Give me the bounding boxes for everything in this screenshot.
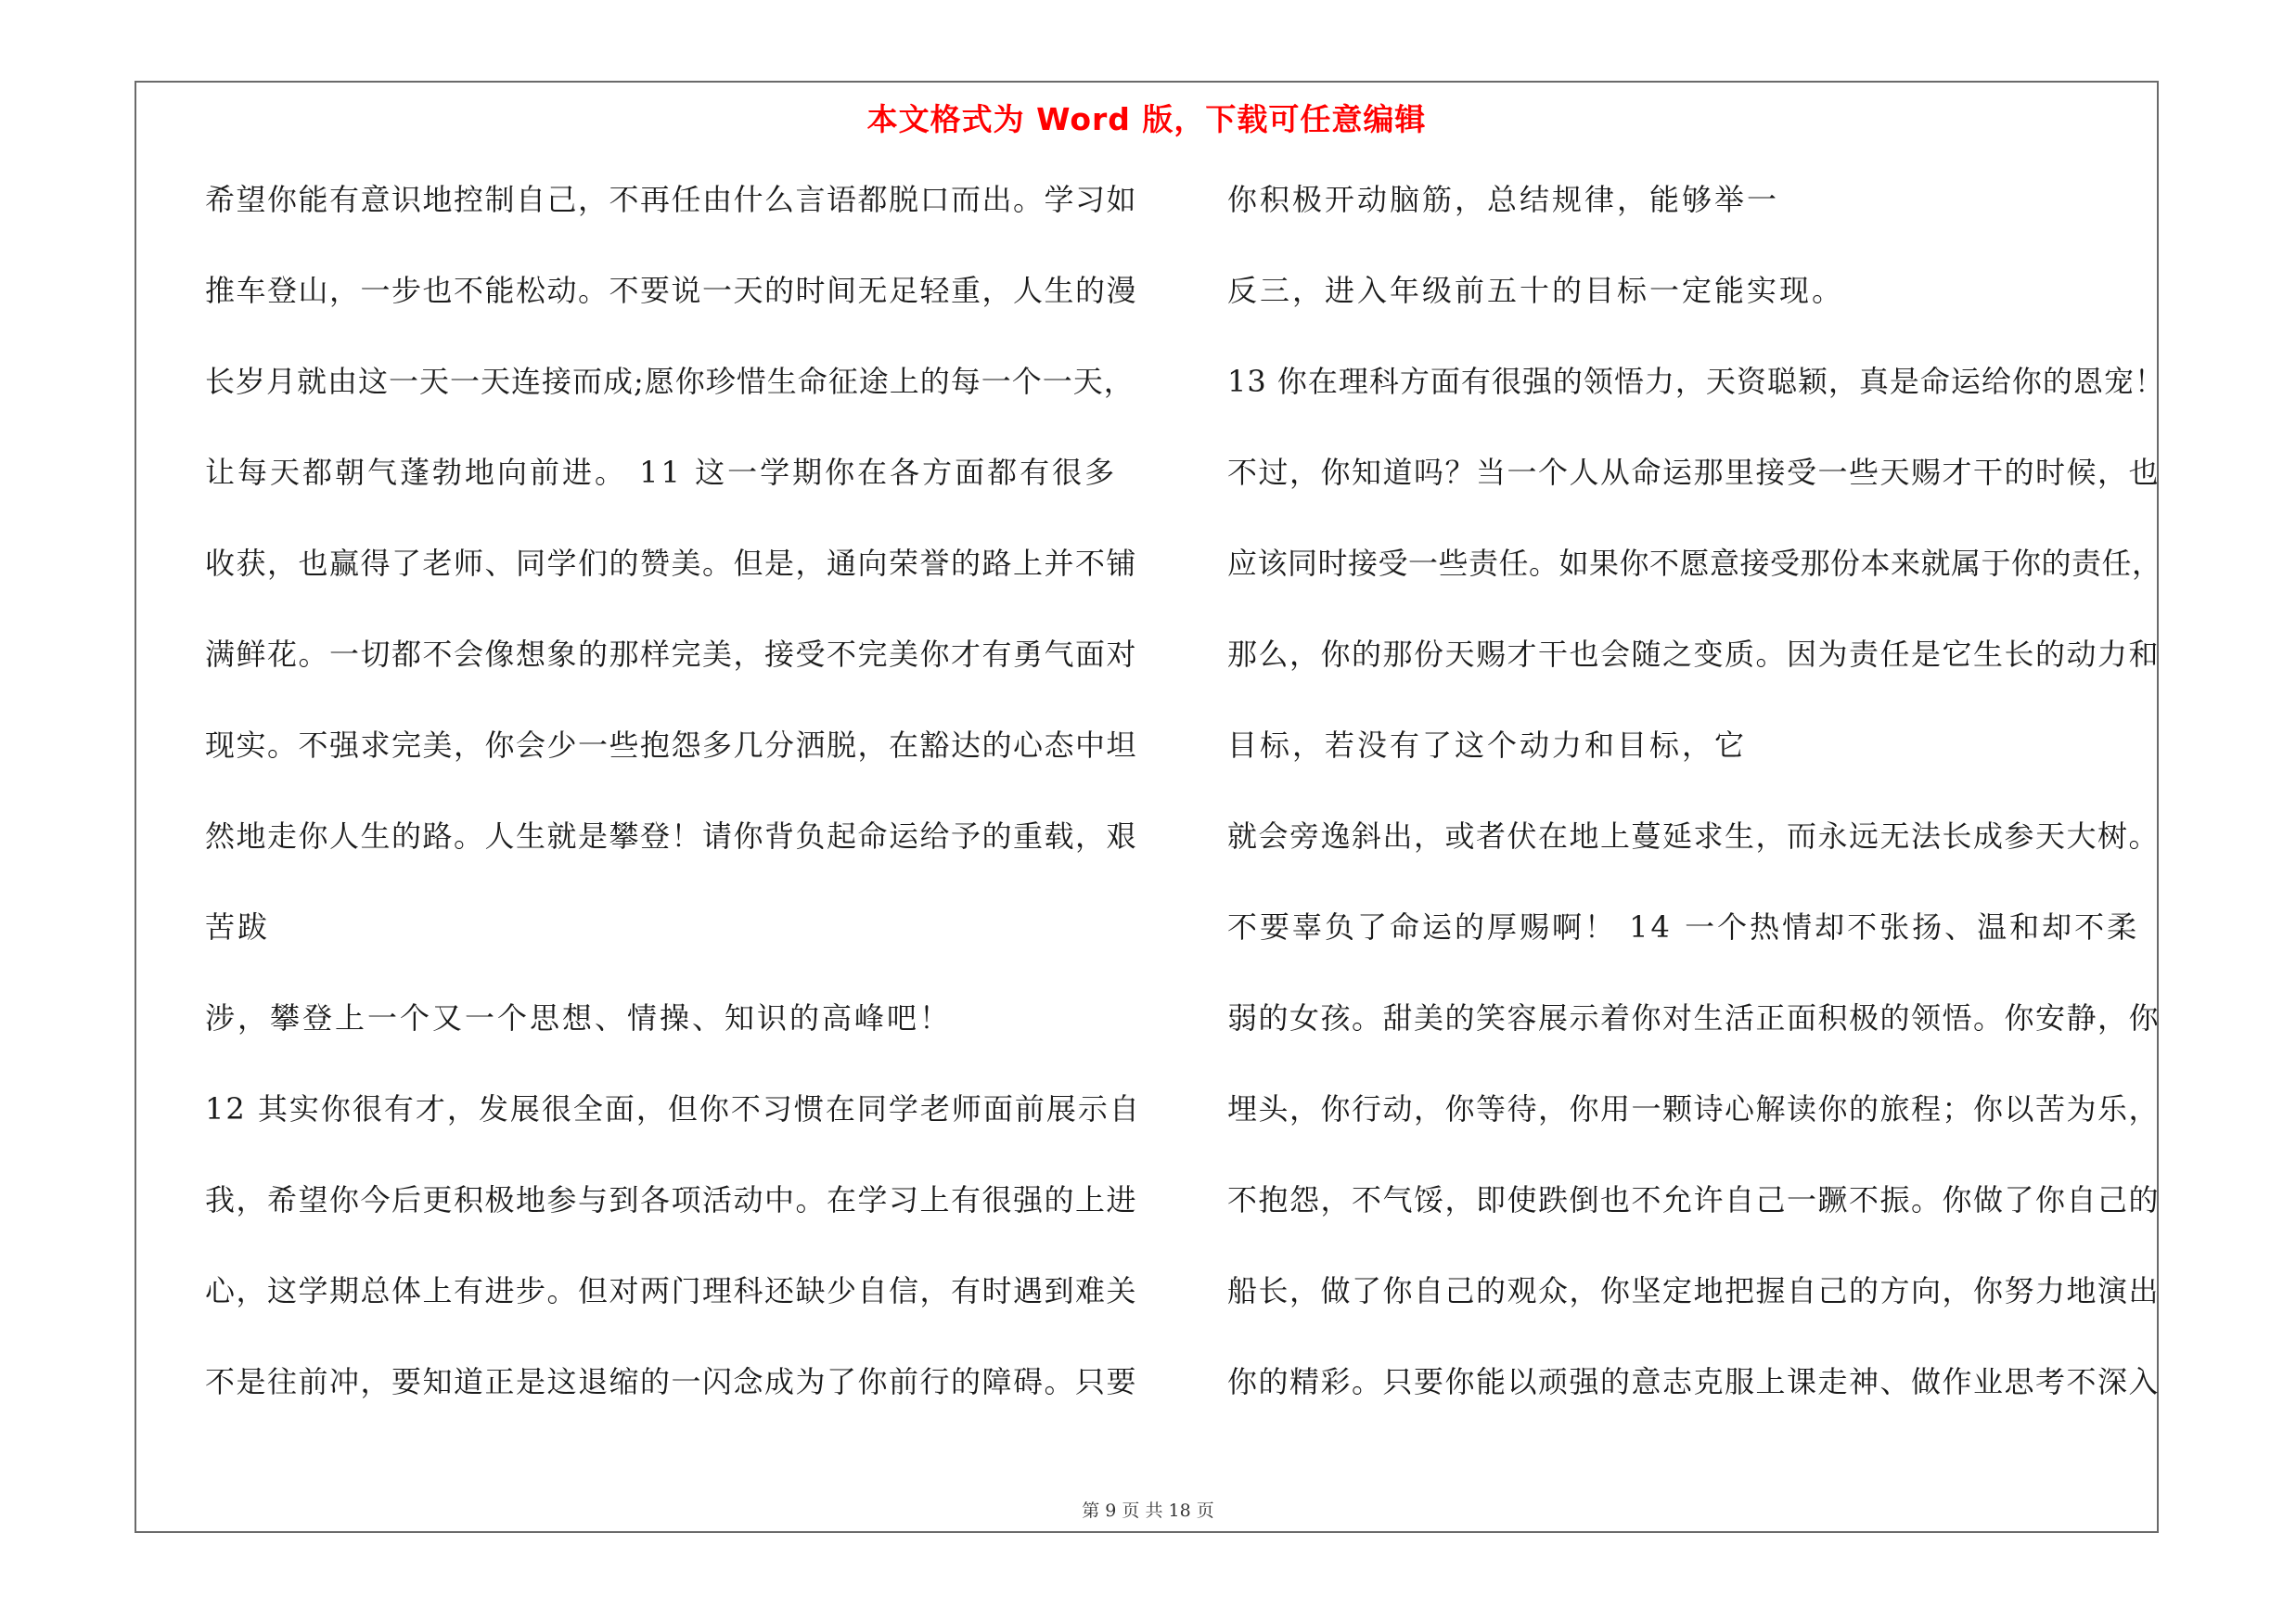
text-line: 船长，做了你自己的观众，你坚定地把握自己的方向，你努力地演出 bbox=[1227, 1273, 2161, 1308]
text-line: 埋头，你行动，你等待，你用一颗诗心解读你的旅程；你以苦为乐， bbox=[1227, 1091, 2161, 1127]
text-line: 推车登山，一步也不能松动。不要说一天的时间无足轻重，人生的漫 bbox=[205, 273, 1138, 308]
text-line: 弱的女孩。甜美的笑容展示着你对生活正面积极的领悟。你安静，你 bbox=[1227, 1000, 2161, 1036]
page-number: 第 9 页 共 18 页 bbox=[1082, 1501, 1214, 1521]
text-line: 就会旁逸斜出，或者伏在地上蔓延求生，而永远无法长成参天大树。 bbox=[1227, 818, 2161, 854]
text-line: 你的精彩。只要你能以顽强的意志克服上课走神、做作业思考不深入 bbox=[1227, 1364, 2161, 1399]
text-line: 12 其实你很有才，发展很全面，但你不习惯在同学老师面前展示自 bbox=[205, 1091, 1141, 1127]
text-line: 应该同时接受一些责任。如果你不愿意接受那份本来就属于你的责任， bbox=[1227, 546, 2162, 581]
text-line: 让每天都朝气蓬勃地向前进。 11 这一学期你在各方面都有很多 bbox=[205, 455, 1118, 490]
text-line: 现实。不强求完美，你会少一些抱怨多几分洒脱，在豁达的心态中坦 bbox=[205, 728, 1138, 763]
text-line: 然地走你人生的路。人生就是攀登！请你背负起命运给予的重载，艰 bbox=[205, 818, 1138, 854]
document-title: 本文格式为 Word 版，下载可任意编辑 bbox=[866, 101, 1427, 137]
text-line: 希望你能有意识地控制自己，不再任由什么言语都脱口而出。学习如 bbox=[205, 182, 1138, 217]
text-line: 心，这学期总体上有进步。但对两门理科还缺少自信，有时遇到难关 bbox=[205, 1273, 1138, 1308]
text-line: 反三，进入年级前五十的目标一定能实现。 bbox=[1227, 273, 1845, 308]
text-line: 那么，你的那份天赐才干也会随之变质。因为责任是它生长的动力和 bbox=[1227, 637, 2161, 672]
text-line: 我，希望你今后更积极地参与到各项活动中。在学习上有很强的上进 bbox=[205, 1182, 1138, 1217]
text-line: 苦跋 bbox=[205, 909, 271, 945]
text-line: 你积极开动脑筋，总结规律，能够举一 bbox=[1227, 182, 1780, 217]
text-line: 长岁月就由这一天一天连接而成;愿你珍惜生命征途上的每一个一天， bbox=[205, 364, 1135, 399]
text-line: 不要辜负了命运的厚赐啊！ 14 一个热情却不张扬、温和却不柔 bbox=[1227, 909, 2140, 945]
text-line: 满鲜花。一切都不会像想象的那样完美，接受不完美你才有勇气面对 bbox=[205, 637, 1138, 672]
text-line: 不是往前冲，要知道正是这退缩的一闪念成为了你前行的障碍。只要 bbox=[205, 1364, 1138, 1399]
text-line: 收获，也赢得了老师、同学们的赞美。但是，通向荣誉的路上并不铺 bbox=[205, 546, 1138, 581]
text-line: 不过，你知道吗？当一个人从命运那里接受一些天赐才干的时候，也 bbox=[1227, 455, 2161, 490]
text-line: 目标，若没有了这个动力和目标，它 bbox=[1227, 728, 1748, 763]
text-line: 涉，攀登上一个又一个思想、情操、知识的高峰吧！ bbox=[205, 1000, 953, 1036]
text-line: 13 你在理科方面有很强的领悟力，天资聪颖，真是命运给你的恩宠！ bbox=[1227, 364, 2165, 399]
text-line: 不抱怨，不气馁，即使跌倒也不允许自己一蹶不振。你做了你自己的 bbox=[1227, 1182, 2161, 1217]
